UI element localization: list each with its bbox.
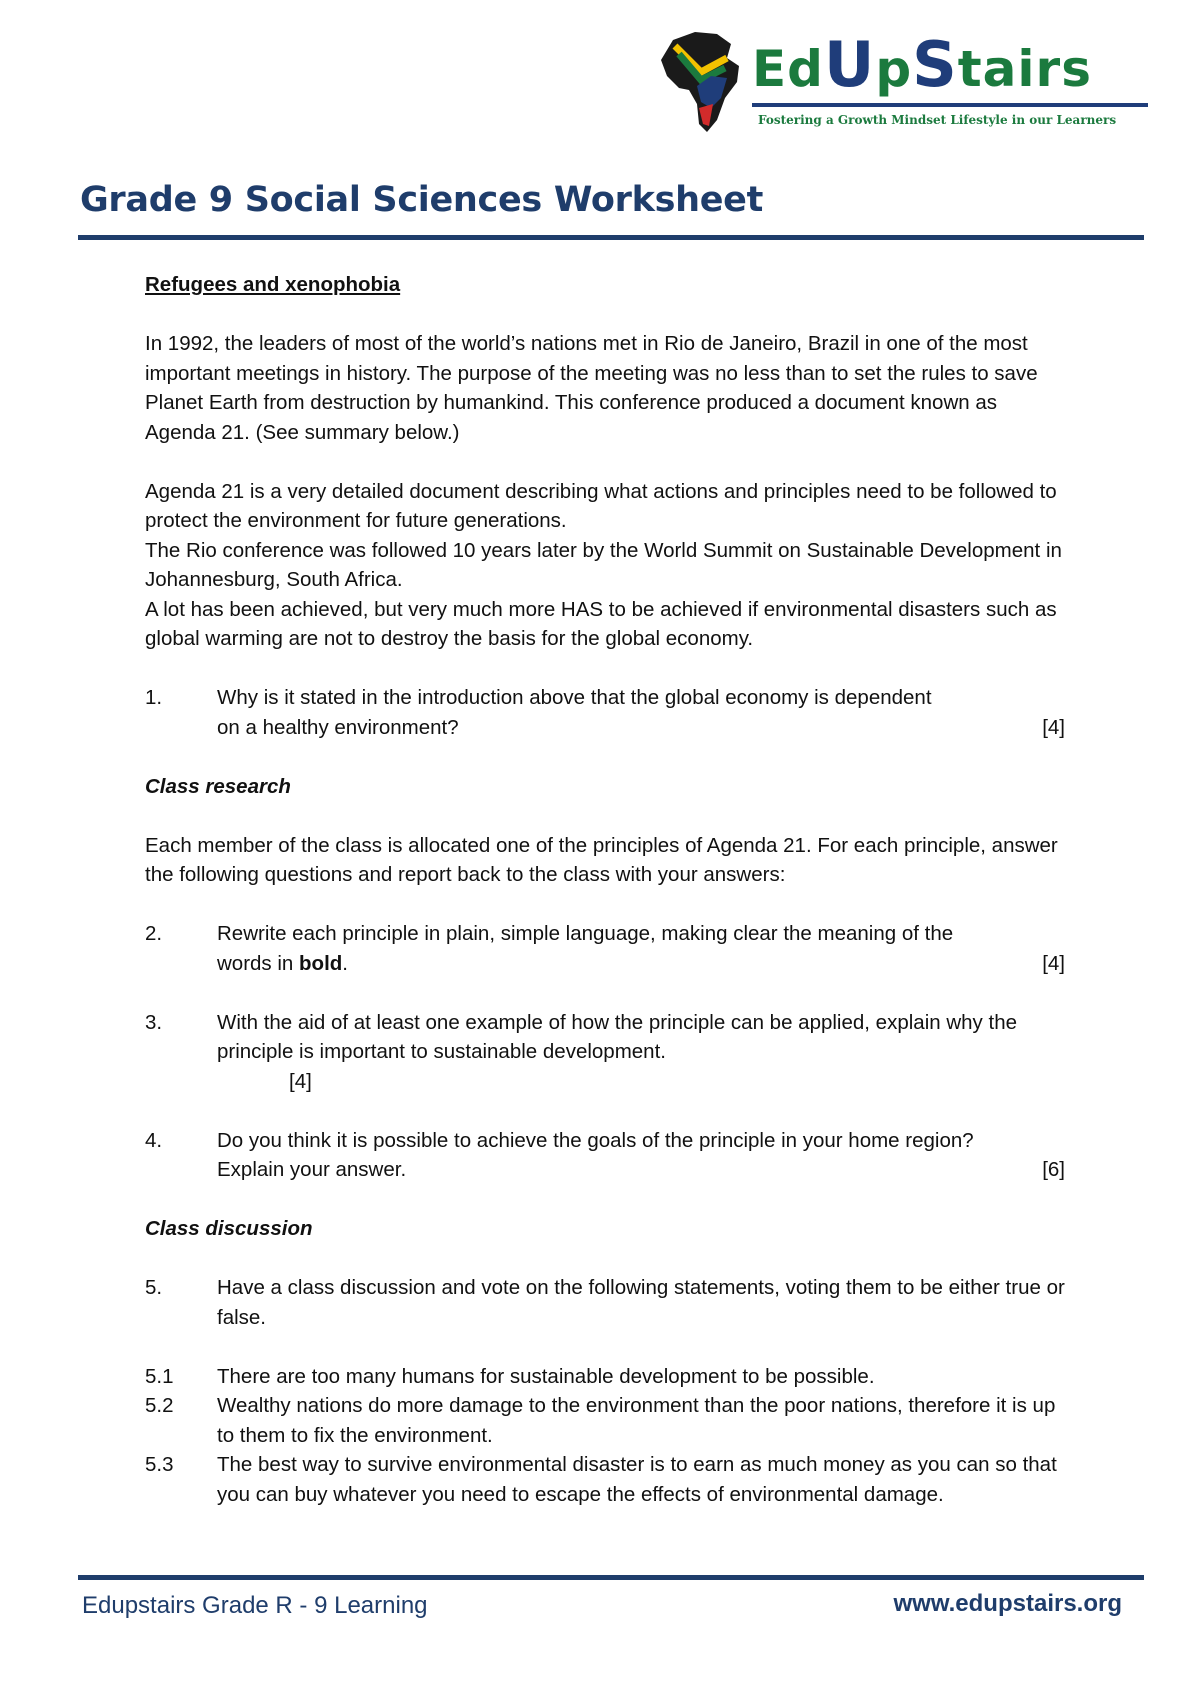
agenda-paragraph: Agenda 21 is a very detailed document describing what actions and principles need to be followed to protect the environment for future generations.: [145, 479, 1057, 532]
question-text: words in bold.: [217, 951, 348, 975]
statement-item: [145, 1391, 1065, 1450]
footer-label: Edupstairs Grade R - 9 Learning: [82, 1592, 428, 1619]
question-text: Do you think it is possible to achieve the goals of the principle in your home region?: [217, 1128, 974, 1152]
bold-word: bold: [299, 951, 343, 975]
worksheet-body: [145, 270, 1065, 1509]
marks-badge: [4]: [1042, 951, 1065, 975]
logo-underline: [752, 103, 1148, 107]
footer-website-link[interactable]: www.edupstairs.org: [893, 1590, 1122, 1617]
question-number: 1.: [145, 686, 163, 709]
brand-wordmark: EdUpStairs: [752, 28, 1092, 101]
question-5: [145, 1273, 1065, 1332]
question-1: [145, 683, 1065, 742]
summit-paragraph: The Rio conference was followed 10 years later by the World Summit on Sustainable Development in Johannesburg, South Africa.: [145, 538, 1062, 591]
question-number: 3.: [145, 1010, 163, 1034]
statement-text: The best way to survive environmental disaster is to earn as much money as you can so that you can buy whatever you need to escape the effects of environmental damage.: [217, 1453, 1057, 1506]
statement-number: 5.1: [145, 1364, 174, 1388]
marks-badge: [6]: [1042, 1158, 1065, 1181]
question-text: Explain your answer.: [217, 1158, 407, 1181]
statement-item: [145, 1362, 1065, 1392]
africa-map-icon: [655, 28, 755, 138]
statement-item: [145, 1450, 1065, 1509]
title-divider: [78, 235, 1144, 240]
statement-number: 5.3: [145, 1453, 174, 1476]
question-text: Rewrite each principle in plain, simple language, making clear the meaning of the: [217, 922, 954, 945]
brand-tagline: Fostering a Growth Mindset Lifestyle in our Learners: [758, 113, 1117, 127]
section-heading-refugees: Refugees and xenophobia: [145, 273, 401, 296]
question-number: 5.: [145, 1276, 163, 1299]
question-number: 4.: [145, 1128, 163, 1152]
footer-divider: [78, 1575, 1144, 1580]
question-text: Why is it stated in the introduction above that the global economy is dependent: [217, 686, 932, 709]
research-intro: Each member of the class is allocated one of the principles of Agenda 21. For each principle, answer the following questions and report back to the class with your answers:: [145, 833, 1058, 886]
statement-number: 5.2: [145, 1394, 174, 1417]
page-title: Grade 9 Social Sciences Worksheet: [80, 180, 764, 220]
question-2: [145, 919, 1065, 978]
section-heading-research: Class research: [145, 774, 291, 798]
marks-badge: [4]: [1042, 715, 1065, 739]
question-4: [145, 1126, 1065, 1185]
question-text: Have a class discussion and vote on the following statements, voting them to be either true or false.: [217, 1276, 1065, 1329]
intro-paragraph: In 1992, the leaders of most of the world’s nations met in Rio de Janeiro, Brazil in one of the most important meetings in history. The purpose of the meeting was no less than to set the rules to save Planet Earth from destruction by humankind. This conference produced a document known as Agenda 21. (See summary below.): [145, 332, 1038, 444]
marks-badge: [4]: [289, 1069, 312, 1093]
statement-text: There are too many humans for sustainable development to be possible.: [217, 1364, 875, 1388]
question-text: With the aid of at least one example of how the principle can be applied, explain why the principle is important to sustainable development.: [217, 1010, 1017, 1063]
achievement-paragraph: A lot has been achieved, but very much more HAS to be achieved if environmental disasters such as global warming are not to destroy the basis for the global economy.: [145, 597, 1057, 650]
question-number: 2.: [145, 922, 163, 945]
statement-text: Wealthy nations do more damage to the environment than the poor nations, therefore it is up to them to fix the environment.: [217, 1394, 1056, 1447]
section-heading-discussion: Class discussion: [145, 1217, 313, 1240]
question-text: on a healthy environment?: [217, 715, 459, 739]
question-3: [145, 1008, 1065, 1097]
